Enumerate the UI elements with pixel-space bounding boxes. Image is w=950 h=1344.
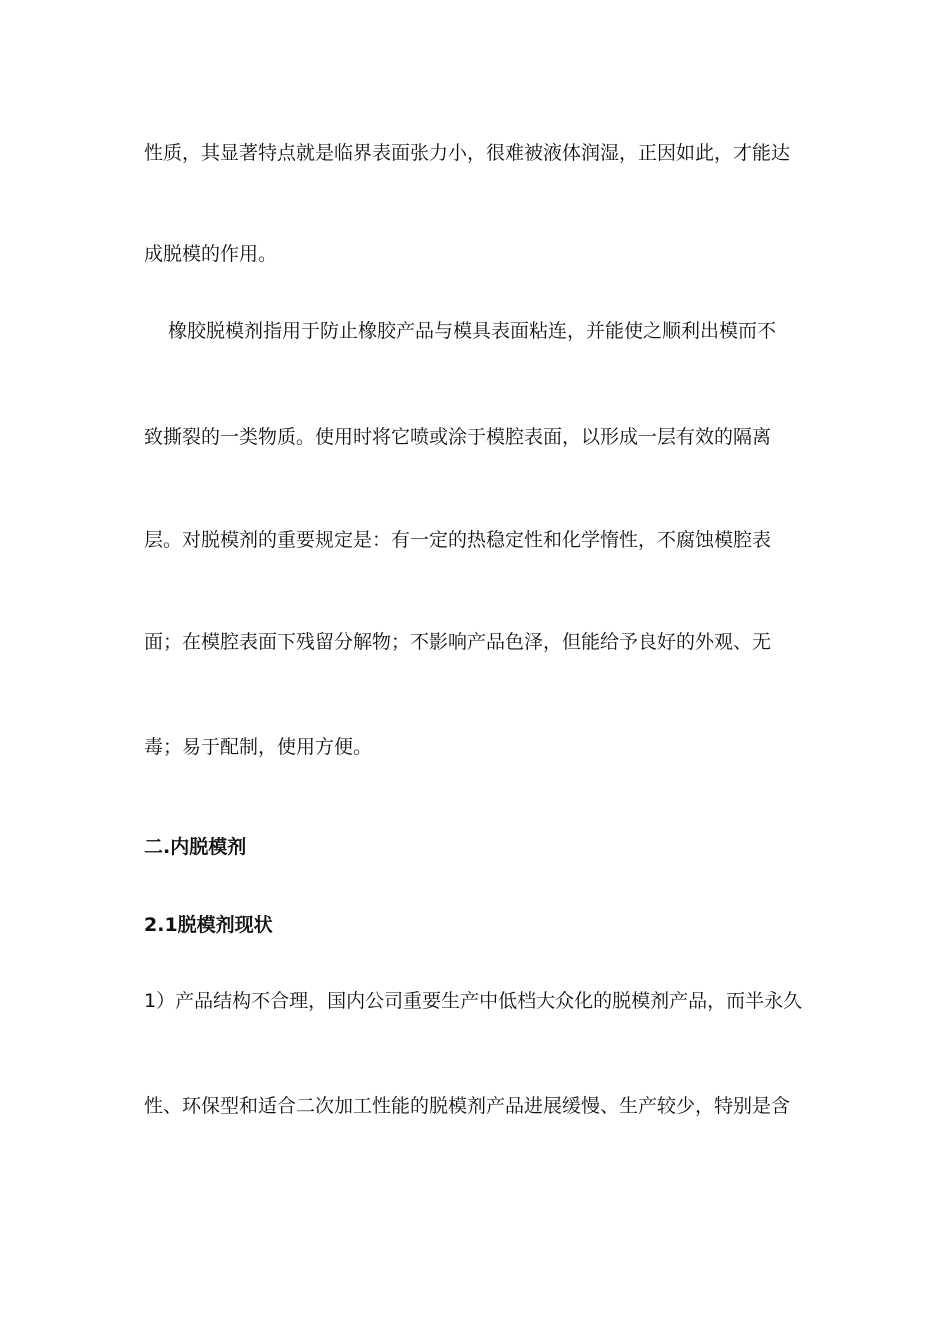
paragraph-line: 1）产品结构不合理，国内公司重要生产中低档大众化的脱模剂产品，而半永久 [144,990,803,1012]
paragraph-line: 橡胶脱模剂指用于防止橡胶产品与模具表面粘连，并能使之顺利出模而不 [168,320,777,342]
paragraph-line: 致撕裂的一类物质。使用时将它喷或涂于模腔表面，以形成一层有效的隔离 [144,426,772,448]
paragraph-line: 面；在模腔表面下残留分解物；不影响产品色泽，但能给予良好的外观、无 [144,631,772,653]
paragraph-line: 成脱模的作用。 [144,243,278,265]
paragraph-line: 毒；易于配制，使用方便。 [144,736,373,758]
section-heading: 二.内脱模剂 [144,836,247,858]
subsection-heading: 2.1脱模剂现状 [144,914,273,936]
paragraph-line: 层。对脱模剂的重要规定是：有一定的热稳定性和化学惰性，不腐蚀模腔表 [144,529,772,551]
paragraph-line: 性质，其显著特点就是临界表面张力小，很难被液体润湿，正因如此，才能达 [144,142,791,164]
paragraph-line: 性、环保型和适合二次加工性能的脱模剂产品进展缓慢、生产较少，特别是含 [144,1095,791,1117]
